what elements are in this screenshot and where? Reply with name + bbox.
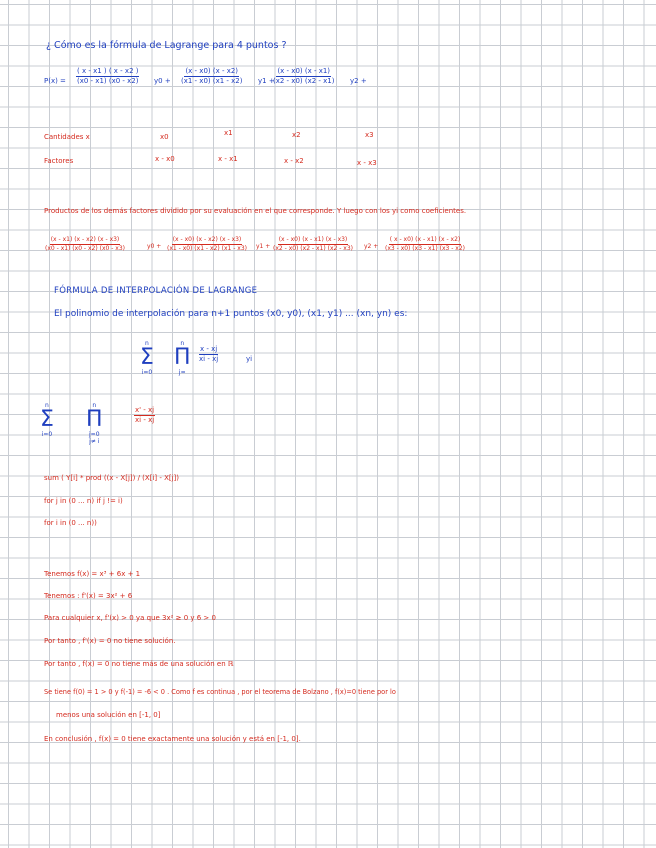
sum1-pi-bottom: j= <box>178 369 186 376</box>
code-line: sum ( Y[i] * prod ((x - X[j]) / (X[i] - X[j]) <box>44 474 179 482</box>
formula2-y0: y0 + <box>147 243 162 250</box>
exercise-line: menos una solución en [-1, 0] <box>56 711 161 719</box>
sum2-pi-top: n <box>92 402 97 409</box>
sum2-den: xi - xj <box>135 416 155 424</box>
exercise-line: Tenemos : f'(x) = 3x² + 6 <box>44 592 133 600</box>
sigma-symbol: Σ <box>140 345 154 370</box>
formula2-y2: y2 + <box>364 243 379 250</box>
table-row1-cell: x0 <box>160 133 169 141</box>
formula1-term2 <box>180 67 244 86</box>
code-line: for i in (0 ... n)) <box>44 519 97 527</box>
table-row2-cell: x - x0 <box>155 155 175 163</box>
formula1-term1 <box>76 67 140 86</box>
formula1-term2-num: (x - x0) (x - x2) <box>185 67 239 75</box>
table-row1-cell: x3 <box>365 131 374 139</box>
formula2-term1-num: (x - x1) (x - x2) (x - x3) <box>50 236 120 243</box>
formula1-y1: y1 + <box>258 77 275 85</box>
sum2-pi <box>86 402 103 445</box>
sum1-sigma <box>140 340 154 376</box>
formula2-term4-num: ( x - x0) (x - x1) (x - x2) <box>389 236 461 243</box>
table-row2-cell: x - x3 <box>357 159 377 167</box>
formula2-term2-den: (x1 - x0) (x1 - x2) (x1 - x3) <box>167 245 248 252</box>
formula1-term1-den: (x0 - x1) (x0 - x2) <box>77 77 139 85</box>
question-text: ¿ Cómo es la fórmula de Lagrange para 4 puntos ? <box>46 40 287 51</box>
formula2-term1 <box>44 236 126 253</box>
table-row2-label: Factores <box>44 157 74 165</box>
sum2-fraction <box>134 406 155 425</box>
sum2-pi-bottom: j=0 <box>89 431 100 438</box>
formula1-lhs: P(x) = <box>44 77 66 85</box>
sum1-fraction <box>198 345 219 364</box>
sum1-num: x - xj <box>199 345 218 353</box>
exercise-line: Para cualquier x, f'(x) > 0 ya que 3x² ≥ 0 y 6 > 0 <box>44 614 216 622</box>
formula2-term4 <box>384 236 466 253</box>
sum1-pi-top: n <box>180 340 185 347</box>
formula1-term2-den: (x1 - x0) (x1 - x2) <box>181 77 243 85</box>
formula1-y2: y2 + <box>350 77 367 85</box>
formula2-term3-den: (x2 - x0) (x2 - x1) (x2 - x3) <box>273 245 354 252</box>
formula2-term2 <box>166 236 248 253</box>
pi-symbol: Π <box>86 407 103 432</box>
pi-symbol: Π <box>174 345 191 370</box>
sum2-sigma-bottom: i=0 <box>41 431 53 438</box>
sum1-sigma-top: n <box>145 340 149 347</box>
formula2-y1: y1 + <box>256 243 271 250</box>
sigma-symbol: Σ <box>40 407 54 432</box>
sum1-den: xi - xj <box>199 355 219 363</box>
exercise-line: Se tiene f(0) = 1 > 0 y f(-1) = -6 < 0 . Como f es continua , por el teorema de Bolzano , f(x)=0 tiene por lo <box>44 688 396 696</box>
intro-text: El polinomio de interpolación para n+1 puntos (x0, y0), (x1, y1) ... (xn, yn) es: <box>54 309 408 319</box>
table-row1-cell: x1 <box>224 129 233 137</box>
sum2-sigma <box>40 402 54 438</box>
table-row2-cell: x - x2 <box>284 157 304 165</box>
table-row2-cell: x - x1 <box>218 155 238 163</box>
code-line: for j in (0 ... n) if j != i) <box>44 497 123 505</box>
sum1-y: yi <box>246 355 253 363</box>
formula2-term3-num: (x - x0) (x - x1) (x - x3) <box>278 236 348 243</box>
formula2-term2-num: (x - x0) (x - x2) (x - x3) <box>172 236 242 243</box>
formula1-term3-den: (x2 - x0) (x2 - x1) <box>273 77 335 85</box>
exercise-line: Por tanto , f'(x) = 0 no tiene solución. <box>44 637 176 645</box>
product-note: Productos de los demás factores dividido por su evaluación en el que corresponde. Y luego con los yi como coeficientes. <box>44 207 467 215</box>
sum1-pi <box>174 340 191 376</box>
sum1-sigma-bottom: i=0 <box>141 369 153 376</box>
sum2-sigma-top: n <box>45 402 49 409</box>
formula2-term1-den: (x0 - x1) (x0 - x2) (x0 - x3) <box>45 245 126 252</box>
formula1-term1-num: ( x - x1 ) ( x - x2 ) <box>77 67 139 75</box>
section-heading: FÓRMULA DE INTERPOLACIÓN DE LAGRANGE <box>54 286 258 296</box>
table-row1-label: Cantidades x <box>44 133 90 141</box>
sum2-pi-bottom2: j≠ i <box>89 438 100 445</box>
formula1-term3-num: (x - x0) (x - x1) <box>277 67 331 75</box>
exercise-line: Por tanto , f(x) = 0 no tiene más de una solución en ℝ <box>44 660 234 668</box>
sum2-num: x' - xj <box>135 406 155 414</box>
table-row1-cell: x2 <box>292 131 301 139</box>
exercise-line: En conclusión , f(x) = 0 tiene exactamente una solución y está en [-1, 0]. <box>44 735 301 743</box>
formula1-y0: y0 + <box>154 77 171 85</box>
exercise-line: Tenemos f(x) = x³ + 6x + 1 <box>44 570 141 578</box>
formula2-term4-den: (x3 - x0) (x3 - x1) (x3 - x2) <box>385 245 466 252</box>
formula1-term3 <box>272 67 336 86</box>
formula2-term3 <box>272 236 354 253</box>
